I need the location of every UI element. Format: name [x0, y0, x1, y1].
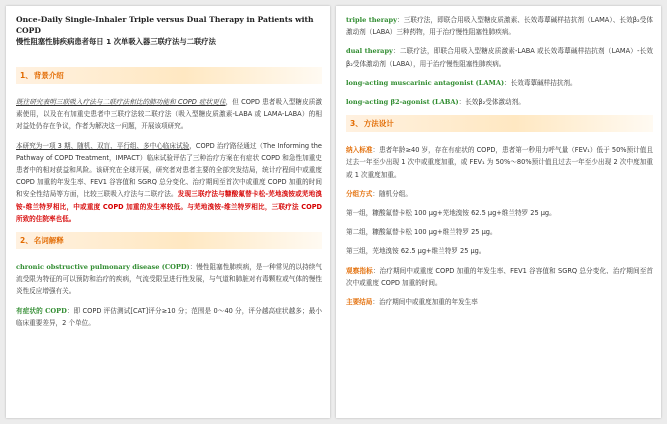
paper-title-chinese: 慢性阻塞性肺疾病患者每日 1 次单吸入器三联疗法与二联疗法 [16, 37, 216, 46]
definition-triple-therapy [346, 14, 653, 38]
term-label: 纳入标准 [346, 146, 373, 155]
highlighted-finding: 既往研究表明三联吸入疗法与二联疗法相比的肺功能和 COPD 症状更佳 [16, 98, 226, 106]
group-1: 第一组，糠酸氟替卡松 100 μg+芜地溴铵 62.5 μg+维兰特罗 25 μg。 [346, 209, 556, 218]
term-label: chronic obstructive pulmonary disease (COPD) [16, 263, 190, 272]
grouping-method [346, 188, 653, 200]
term-label: triple therapy [346, 16, 397, 24]
section-title: 方法设计 [363, 119, 394, 129]
group-2: 第二组，糠酸氟替卡松 100 μg+维兰特罗 25 μg。 [346, 228, 497, 237]
definition-symptomatic-copd [16, 305, 322, 329]
definition-text: ：长效毒蕈碱样拮抗剂。 [504, 78, 577, 87]
section-header-definitions [16, 232, 322, 249]
definition-text: ：慢性阻塞性肺疾病，是一种常见的以持续气流受限为特征的可以预防和治疗的疾病，气流受限呈进行性发展，与气道和肺脏对有毒颗粒或气体的慢性炎性反应增强有关。 [16, 263, 323, 296]
definition-dual-therapy [346, 45, 653, 69]
background-paragraph-1 [16, 96, 322, 133]
background-paragraph-2 [16, 140, 322, 225]
section-title: 背景介绍 [33, 71, 64, 80]
definition-text: ：长效β₂受体激动剂。 [458, 98, 525, 107]
group-3: 第三组，芜地溴铵 62.5 μg+维兰特罗 25 μg。 [346, 247, 486, 256]
definition-copd [16, 261, 322, 298]
term-label: long-acting muscarinic antagonist (LAMA) [346, 78, 505, 87]
observation-indicators [346, 265, 653, 289]
section-header-methods [346, 115, 653, 132]
indicator-text: ：治疗期间中或重度 COPD 加重的年发生率、FEV1 谷容值和 SGRQ 总分变化、治疗期间至首次中或重度 COPD 加重的时间。 [346, 266, 654, 287]
term-label: long-acting β2-agonist (LABA) [346, 98, 459, 107]
section-header-background [16, 67, 322, 84]
key-result-text: 发现三联疗法与糠酸氟替卡松-芜地溴铵或芜地溴铵-维兰特罗相比，中或重度 COPD 加重的发生率较低。与芜地溴铵-维兰特罗相比，三联疗法 COPD 所致的住院率也低。 [16, 190, 322, 223]
section-number: 1、 [20, 71, 33, 80]
term-label: 分组方式 [346, 189, 373, 198]
definition-text: ：即 COPD 评估测试[CAT]评分≥10 分；范围是 0～40 分，评分越高症状越多；最小临床重要差异，2 个单位。 [16, 306, 322, 327]
definition-lama [346, 77, 653, 89]
inclusion-criteria [346, 144, 653, 181]
criteria-text: ：患者年龄≥40 岁，存在有症状的 COPD，患者第一秒用力呼气量（FEV₁）低于 50%预计值且过去一年至少出现 1 次中或重度加重，或 FEV₁ 为 50%～80%预计值且过去一年至少出现 2 次中度加重或 1 次重度加重。 [346, 146, 653, 179]
primary-outcome [346, 296, 653, 308]
definition-text: ：二联疗法，即联合用吸入型糖皮质激素-LABA 或长效毒蕈碱样拮抗剂（LAMA）-长效β₂受体激动剂（LABA），用于治疗慢性阻塞性肺疾病。 [346, 47, 653, 68]
paragraph-text: ，但 COPD 患者吸入型糖皮质激素使用，以及在有加重史患者中三联疗法较二联疗法（吸入型糖皮质激素-LABA 或 LAMA-LABA）的相对益处仍存在争议，作者为解决这一问题，开展该项研究。 [16, 98, 322, 131]
term-label: 主要结局 [346, 298, 373, 307]
term-label: 有症状的 COPD [16, 306, 67, 315]
section-number: 2、 [20, 236, 33, 246]
study-design-text: 本研究为一项 3 期、随机、双盲、平行组、多中心临床试验 [16, 141, 190, 150]
paper-title-english: Once-Daily Single-Inhaler Triple versus Dual Therapy in Patients with COPD [16, 15, 314, 35]
section-number: 3、 [350, 119, 363, 129]
term-label: 观察指标 [346, 266, 373, 275]
document-page-right [336, 6, 661, 418]
definition-laba [346, 96, 653, 108]
paragraph-text: ，COPD 治疗路径通过（The Informing the Pathway of COPD Treatment，IMPACT）临床试验评估了三种治疗方案在有症状 COPD 和急性加重史患者中的相对获益和风险。该研究在全球开展，研究者对患者主要的全部突发结局，统计疗程间中或重度 COPD 加重的年发生率、FEV1 谷容值和 SGRQ 总分变化、治疗期间至首次中或重度 COPD 加重的时间和安全性结局等方面，比较三联吸入疗法与二联疗法。 [16, 141, 322, 199]
grouping-text: ：随机分组。 [372, 189, 412, 198]
section-title: 名词解释 [33, 236, 64, 246]
outcome-text: ：治疗期间中或重度加重的年发生率 [372, 298, 478, 307]
term-label: dual therapy [346, 47, 393, 56]
definition-text: ：三联疗法，即联合用吸入型糖皮质激素、长效毒蕈碱样拮抗剂（LAMA）、长效β₂受体激动剂（LABA）三种药物，用于治疗慢性阻塞性肺疾病。 [346, 16, 653, 37]
document-page-left [6, 6, 330, 418]
